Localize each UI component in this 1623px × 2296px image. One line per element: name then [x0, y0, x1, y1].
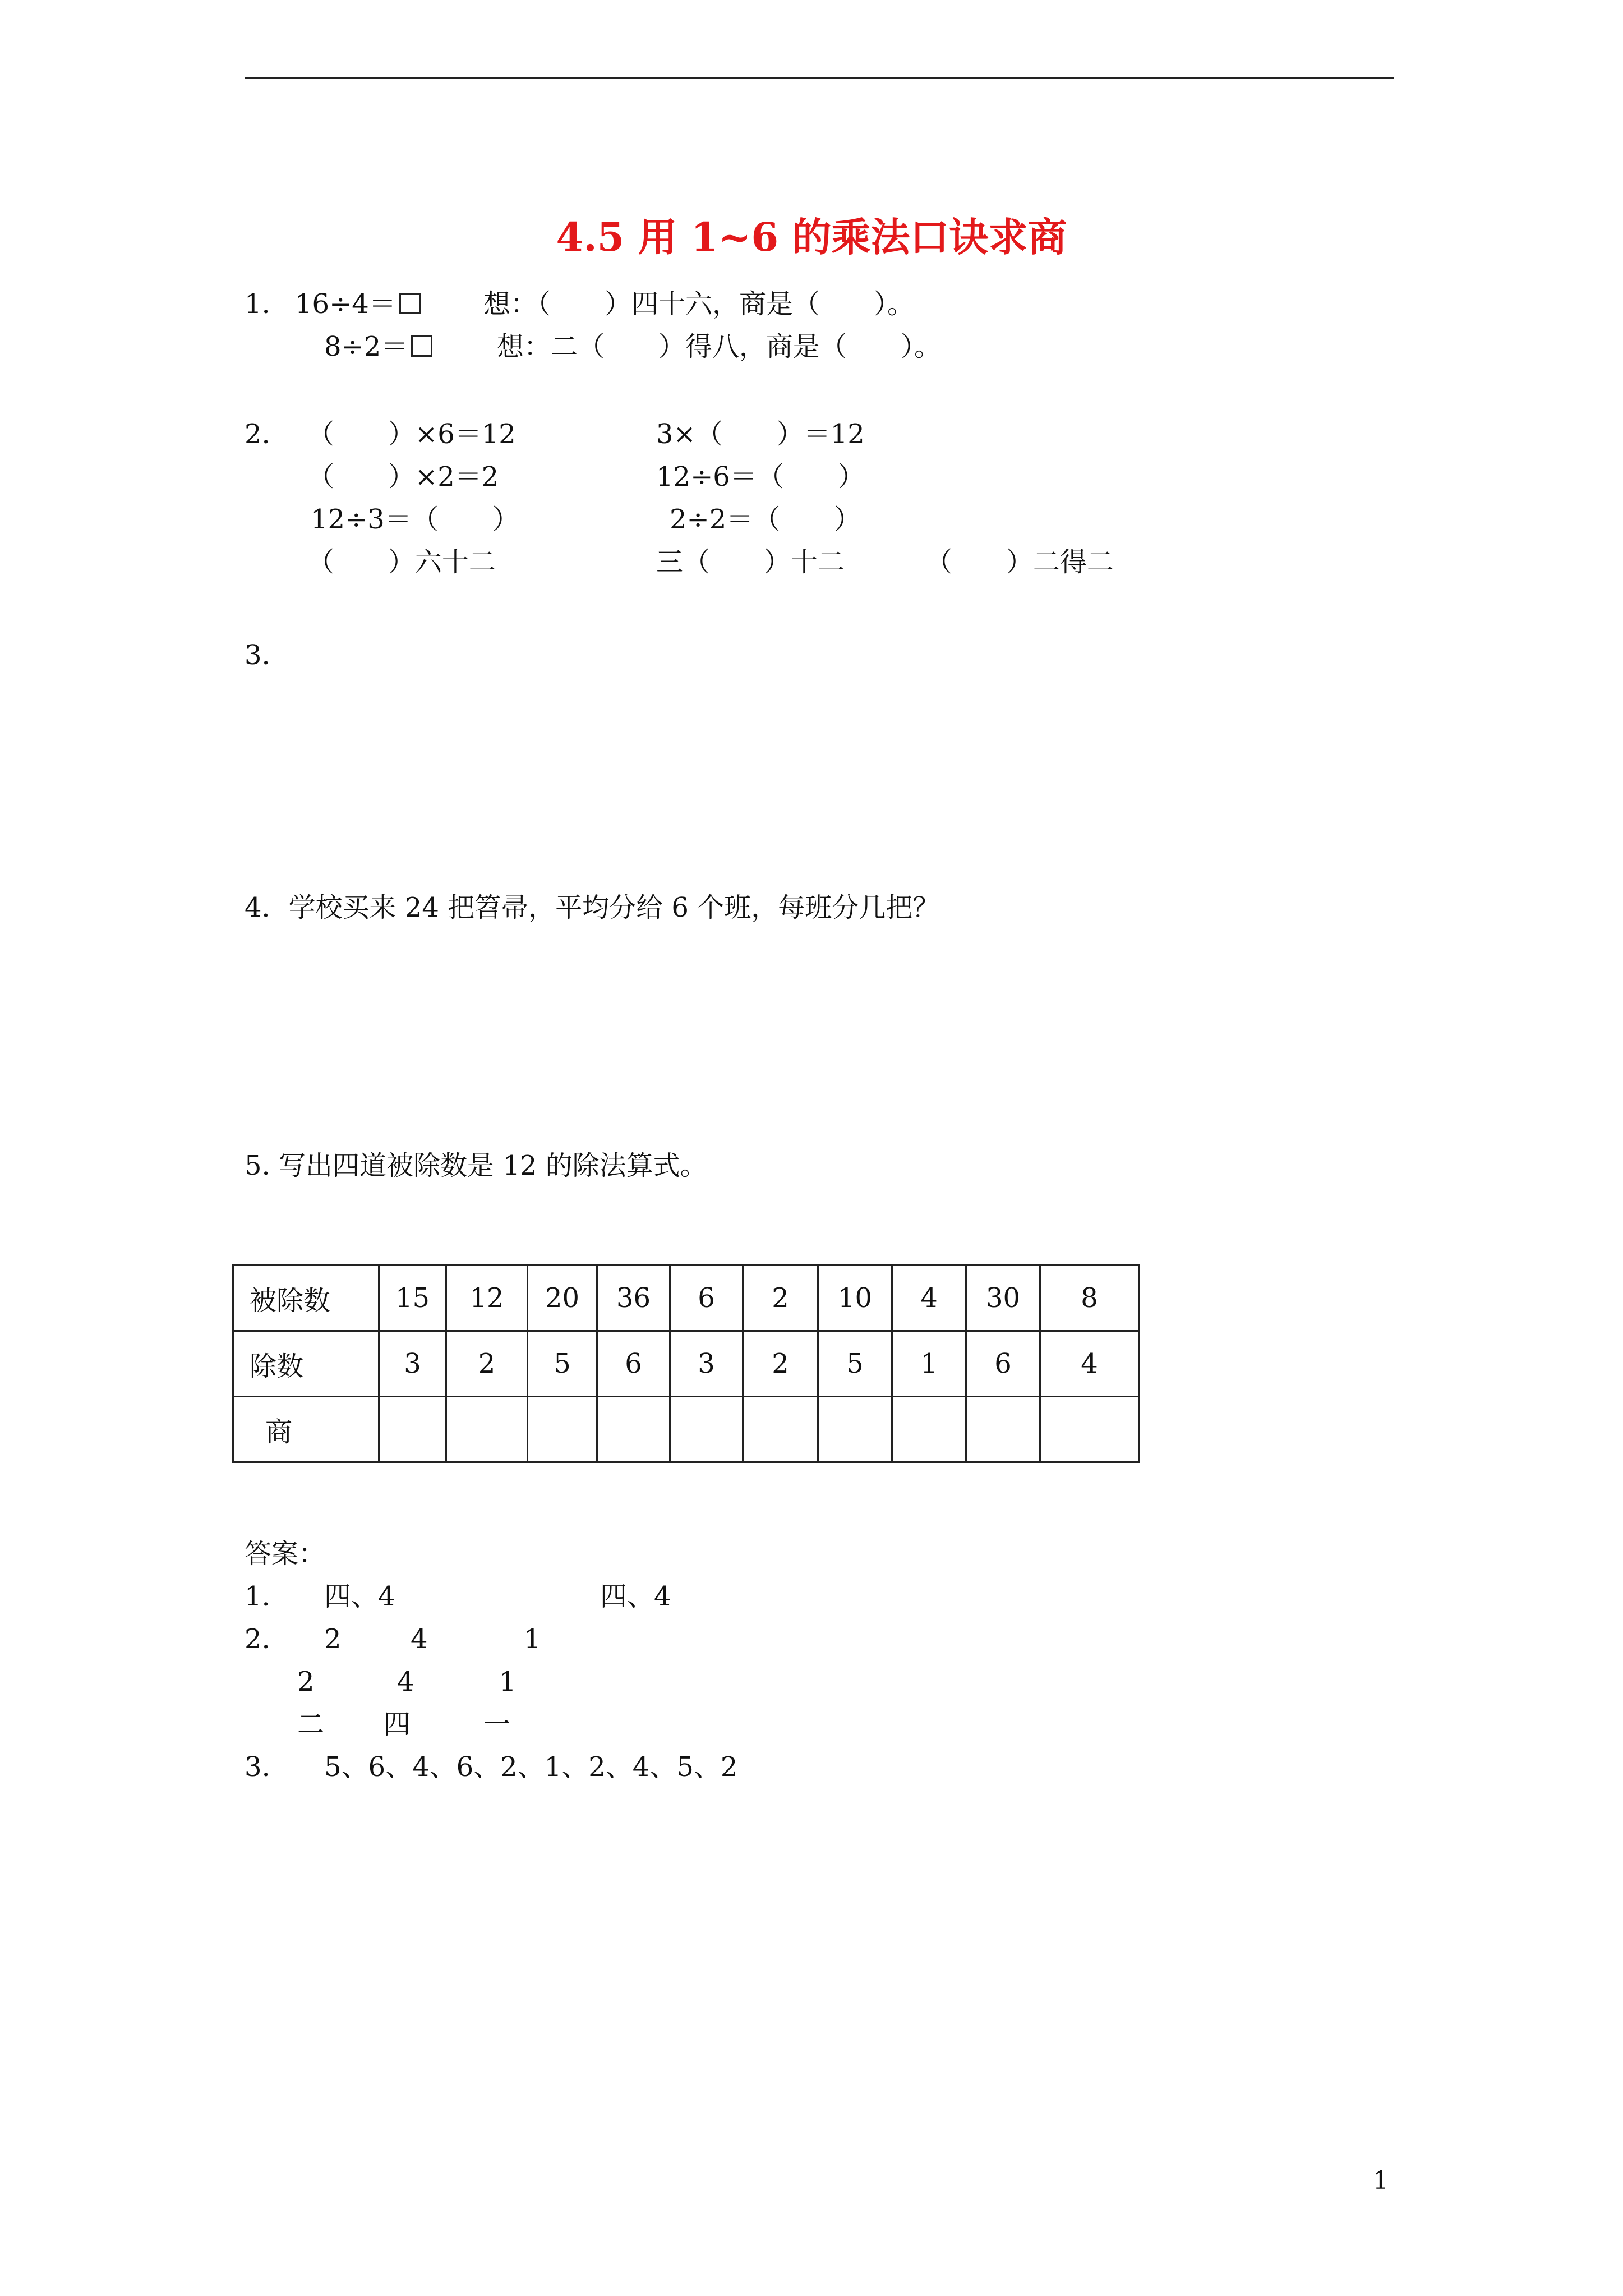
header-rule — [245, 77, 1394, 79]
answer2-row1-a: 2 — [324, 1623, 342, 1655]
dividend-cell: 6 — [670, 1266, 743, 1331]
divisor-cell: 3 — [670, 1331, 743, 1397]
q1-line2-hint: 想：二（ ）得八，商是（ ）。 — [497, 331, 942, 362]
quotient-cell — [379, 1397, 446, 1462]
answer2-row1-b: 4 — [411, 1623, 428, 1655]
dividend-cell: 4 — [892, 1266, 966, 1331]
table-row — [233, 1331, 1139, 1397]
dividend-cell: 10 — [818, 1266, 892, 1331]
dividend-cell: 30 — [966, 1266, 1040, 1331]
q2-row2-col2: 12÷6＝（ ） — [656, 461, 865, 493]
table-row — [233, 1397, 1139, 1462]
quotient-cell — [1040, 1397, 1139, 1462]
divisor-cell: 5 — [818, 1331, 892, 1397]
q2-row3-col2: 2÷2＝（ ） — [670, 504, 861, 535]
answer1-number: 1. — [245, 1581, 270, 1612]
divisor-cell: 1 — [892, 1331, 966, 1397]
q2-row4-col3: （ ）二得二 — [925, 546, 1114, 578]
q1-line1-expression: 16÷4＝ — [295, 287, 421, 321]
q4-text: 4．学校买来 24 把笤帚，平均分给 6 个班，每班分几把？ — [245, 892, 940, 923]
page-number: 1 — [1373, 2166, 1389, 2195]
q2-row1-col1: （ ）×6＝12 — [307, 418, 516, 450]
page-title: 4.5 用 1~6 的乘法口诀求商 — [556, 214, 1067, 260]
answer2-row3-a: 二 — [297, 1709, 325, 1740]
divisor-cell: 6 — [597, 1331, 670, 1397]
quotient-cell — [446, 1397, 528, 1462]
divisor-cell: 4 — [1040, 1331, 1139, 1397]
dividend-cell: 12 — [446, 1266, 528, 1331]
dividend-cell: 2 — [743, 1266, 818, 1331]
quotient-cell — [597, 1397, 670, 1462]
dividend-cell: 36 — [597, 1266, 670, 1331]
divisor-cell: 5 — [528, 1331, 597, 1397]
dividend-cell: 20 — [528, 1266, 597, 1331]
q1-number: 1. — [245, 288, 270, 320]
quotient-cell — [670, 1397, 743, 1462]
q2-row4-col2: 三（ ）十二 — [656, 546, 845, 578]
dividend-cell: 8 — [1040, 1266, 1139, 1331]
answer1-part2: 四、4 — [600, 1581, 671, 1612]
quotient-cell — [892, 1397, 966, 1462]
answer2-row2-a: 2 — [297, 1666, 315, 1697]
dividend-cell: 15 — [379, 1266, 446, 1331]
answer2-row3-c: 一 — [483, 1709, 511, 1740]
q2-row1-col2: 3×（ ）＝12 — [656, 418, 865, 450]
divisor-cell: 3 — [379, 1331, 446, 1397]
divisor-cell: 6 — [966, 1331, 1040, 1397]
q2-number: 2. — [245, 418, 270, 450]
answer3-text: 5、6、4、6、2、1、2、4、5、2 — [324, 1751, 738, 1783]
division-table — [232, 1264, 1140, 1463]
quotient-cell — [743, 1397, 818, 1462]
answer2-row1-c: 1 — [524, 1623, 541, 1655]
answer3-number: 3. — [245, 1751, 270, 1783]
q1-line1-hint: 想：（ ）四十六，商是（ ）。 — [483, 288, 915, 320]
row-label-dividend: 被除数 — [233, 1266, 379, 1331]
answer2-row3-b: 四 — [384, 1709, 411, 1740]
q2-row3-col1: 12÷3＝（ ） — [311, 504, 519, 535]
q3-number: 3. — [245, 639, 270, 671]
q2-row2-col1: （ ）×2＝2 — [307, 461, 499, 493]
q5-text: 5. 写出四道被除数是 12 的除法算式。 — [245, 1150, 707, 1181]
row-label-quotient: 商 — [233, 1397, 379, 1462]
answer-box — [411, 335, 432, 357]
quotient-cell — [818, 1397, 892, 1462]
quotient-cell — [966, 1397, 1040, 1462]
row-label-divisor: 除数 — [233, 1331, 379, 1397]
q1-line2-expression: 8÷2＝ — [324, 330, 432, 364]
quotient-cell — [528, 1397, 597, 1462]
answer2-row2-b: 4 — [397, 1666, 414, 1697]
answer-box — [399, 293, 421, 314]
answer1-part1: 四、4 — [324, 1581, 395, 1612]
table-row — [233, 1266, 1139, 1331]
answer2-number: 2. — [245, 1623, 270, 1655]
divisor-cell: 2 — [743, 1331, 818, 1397]
answer2-row2-c: 1 — [499, 1666, 517, 1697]
answers-heading: 答案： — [245, 1538, 326, 1570]
q2-row4-col1: （ ）六十二 — [307, 546, 496, 578]
divisor-cell: 2 — [446, 1331, 528, 1397]
